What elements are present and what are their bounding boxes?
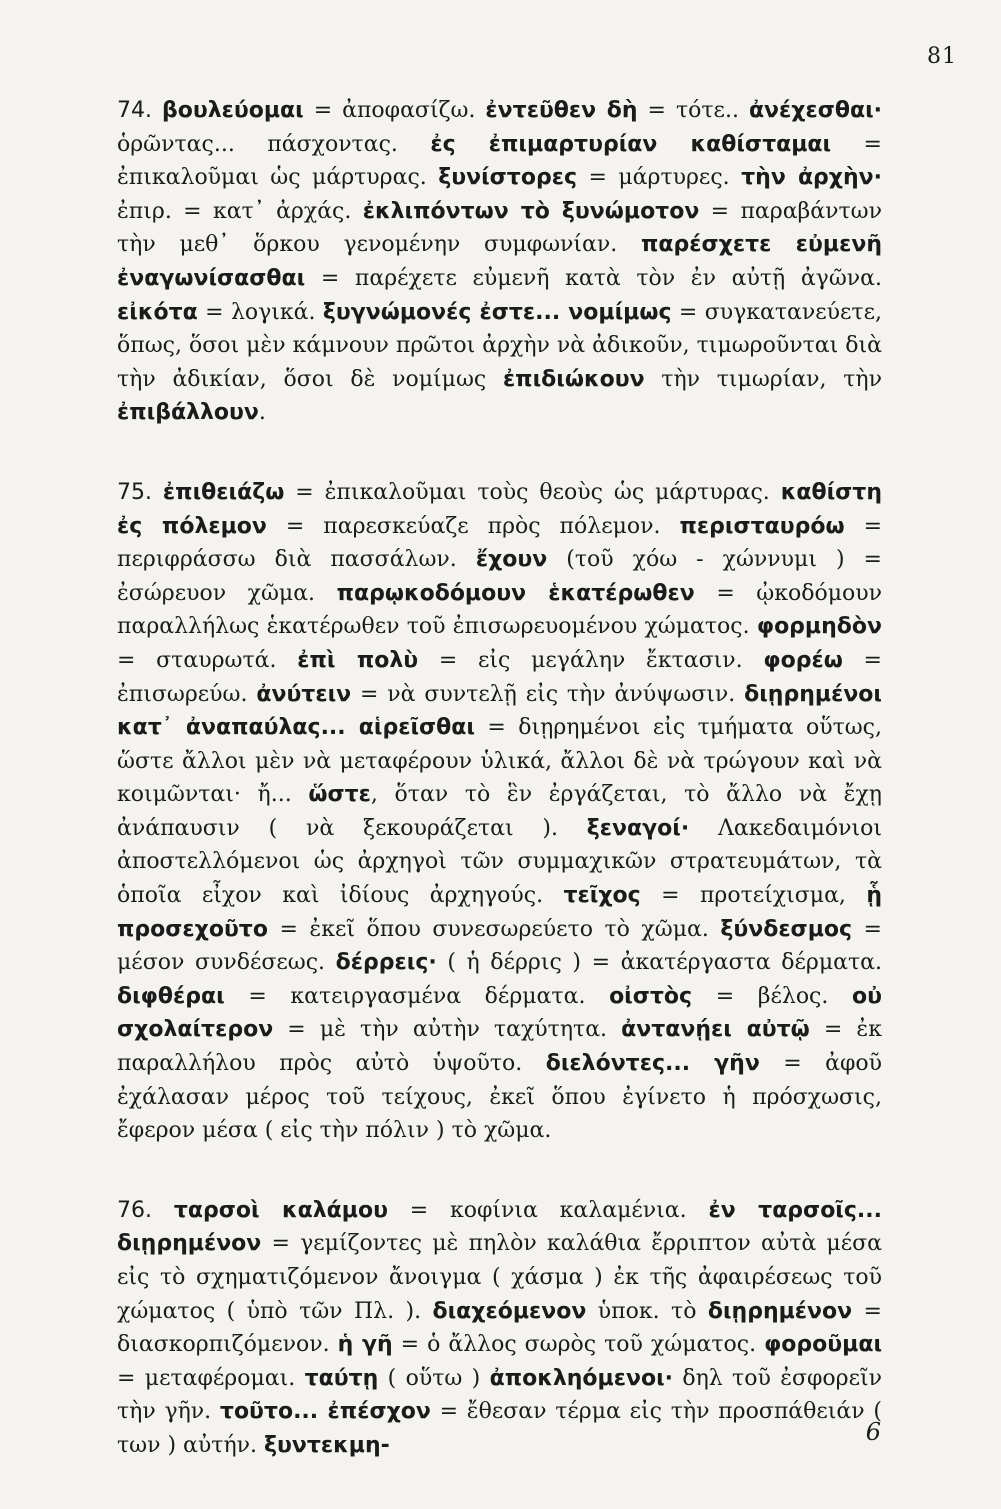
lemma-term: ξυντεκμη-	[264, 1432, 390, 1458]
gloss-text: = μεταφέρομαι.	[117, 1365, 305, 1391]
gloss-text: , ὅταν τὸ ἓν ἐργάζεται, τὸ ἄλλο νὰ ἔχῃ ἀνάπαυσιν ( νὰ ξεκουράζεται ).	[117, 782, 882, 841]
lemma-term: καθίστη ἐς πόλεμον	[117, 479, 882, 539]
gloss-text: = προτείχισμα,	[640, 883, 867, 909]
lemma-term: ταρσοὶ καλάμου	[173, 1197, 388, 1223]
gloss-text: = ᾠκοδόμουν παραλλήλως ἑκατέρωθεν τοῦ ἐπισωρευομένου χώματος.	[117, 580, 882, 640]
gloss-text: = τότε..	[637, 98, 749, 123]
gloss-text: = λογικά.	[197, 299, 323, 325]
gloss-text: = διασκορπιζόμενον.	[117, 1298, 882, 1358]
gloss-text: = μέσον συνδέσεως.	[117, 916, 882, 976]
lemma-term: ἐν ταρσοῖς... διῃρημένον	[117, 1197, 882, 1257]
lemma-term: παρῳκοδόμουν ἑκατέρωθεν	[336, 580, 695, 606]
gloss-text: = συγκατανεύετε, ὅπως, ὅσοι μὲν κάμνουν πρῶτοι ἀρχὴν νὰ ἀδικοῦν, τιμωροῦνται διὰ τὴν ἀδικίαν, ὅσοι δὲ νομίμως	[117, 299, 882, 392]
lemma-term: διῃρημένον	[707, 1298, 853, 1324]
gloss-text: ὁρῶντας... πάσχοντας.	[117, 131, 431, 157]
gloss-text: = περιφράσσω διὰ πασσάλων.	[117, 513, 882, 573]
lemma-term: διφθέραι	[117, 983, 225, 1009]
gloss-text: ὑποκ. τὸ	[586, 1298, 708, 1324]
lemma-term: οὐ σχολαίτερον	[117, 983, 882, 1043]
gloss-text: τὴν τιμωρίαν, τὴν	[644, 366, 882, 392]
gloss-text: = σταυρωτά.	[117, 647, 298, 673]
gloss-text: = μάρτυρες.	[577, 165, 742, 191]
gloss-text: = ἐπικαλοῦμαι ὡς μάρτυρας.	[117, 131, 882, 191]
lemma-term: ἐντεῦθεν δὴ	[485, 98, 638, 123]
lemma-term: ξεναγοί·	[586, 815, 690, 841]
paragraph-number: 76.	[117, 1197, 152, 1223]
lemma-term: ἐκλιπόντων τὸ ξυνώμοτον	[362, 198, 700, 224]
gloss-text: = μὲ τὴν αὐτὴν ταχύτητα.	[273, 1017, 622, 1043]
lemma-term: δέρρεις·	[335, 950, 437, 976]
lemma-term: ὥστε	[308, 782, 371, 808]
lemma-term: βουλεύομαι	[161, 98, 304, 123]
lemma-term: φορέω	[763, 647, 843, 673]
gloss-text: = ἀφοῦ ἐχάλασαν μέρος τοῦ τείχους, ἐκεῖ ὅπου ἐγίνετο ἡ πρόσχωσις, ἔφερον μέσα ( εἰς τὴν πόλιν ) τὸ χῶμα.	[117, 1051, 882, 1144]
gloss-text: = κοφίνια καλαμένια.	[387, 1197, 709, 1223]
gloss-text: ( ἡ δέρρις ) = ἀκατέργαστα δέρματα.	[436, 950, 882, 976]
lemma-term: ἐς ἐπιμαρτυρίαν καθίσταμαι	[430, 131, 832, 157]
gloss-text: = ἔθεσαν τέρμα εἰς τὴν προσπάθειάν ( των ) αὐτήν.	[117, 1399, 882, 1458]
gloss-text: ( οὕτω )	[378, 1365, 490, 1391]
page-body	[117, 94, 882, 1509]
lemma-term: ξυνίστορες	[438, 165, 577, 191]
lemma-term: εἰκότα	[117, 299, 198, 325]
lemma-term: τοῦτο... ἐπέσχον	[219, 1399, 431, 1425]
gloss-text: ἐπιρ. = κατ᾽ ἀρχάς.	[117, 198, 363, 224]
gloss-text: δηλ τοῦ ἐσφορεῖν τὴν γῆν.	[117, 1365, 882, 1425]
lemma-term: ἔχουν	[475, 547, 548, 573]
lemma-term: ἀντανῄει αὐτῷ	[621, 1017, 810, 1043]
signature-mark: 6	[865, 1418, 881, 1446]
lemma-term: ἡ γῆ	[337, 1332, 393, 1358]
lemma-term: τὴν ἀρχὴν·	[741, 165, 883, 191]
lemma-term: διῃρημένοι κατ᾽ ἀναπαύλας... αἱρεῖσθαι	[117, 681, 882, 741]
gloss-text: .	[258, 400, 266, 426]
paragraph-76	[117, 1194, 882, 1463]
gloss-text: = παραβάντων τὴν μεθ᾽ ὅρκου γενομένην συμφωνίαν.	[117, 198, 882, 258]
gloss-text: (τοῦ χόω - χώννυμι ) = ἐσώρευον χῶμα.	[117, 547, 882, 606]
gloss-text: = διῃρημένοι εἰς τμήματα οὕτως, ὥστε ἄλλοι μὲν νὰ μεταφέρουν ὑλικά, ἄλλοι δὲ νὰ τρώγουν καὶ νὰ κοιμῶνται· ἤ...	[117, 715, 882, 808]
lemma-term: ἐπιθειάζω	[162, 479, 285, 505]
lemma-term: ἐπὶ πολὺ	[297, 647, 419, 673]
lemma-term: ἀνύτειν	[256, 681, 352, 707]
gloss-text: = ἐκεῖ ὅπου συνεσωρεύετο τὸ χῶμα.	[267, 916, 721, 942]
lemma-term: ἀνέχεσθαι·	[748, 98, 883, 123]
gloss-text: = ἐπισωρεύω.	[117, 647, 882, 707]
lemma-term: παρέσχετε εὐμενῆ ἐναγωνίσασθαι	[117, 232, 882, 291]
lemma-term: τεῖχος	[563, 883, 641, 909]
gloss-text: = ἐπικαλοῦμαι τοὺς θεοὺς ὡς μάρτυρας.	[284, 479, 781, 505]
paragraph-75	[117, 476, 882, 1148]
gloss-text: = παρεσκεύαζε πρὸς πόλεμον.	[266, 513, 680, 539]
page-number: 81	[927, 44, 957, 69]
lemma-term: οἰστὸς	[609, 983, 693, 1009]
lemma-term: ἐπιβάλλουν	[117, 400, 259, 426]
paragraph-number: 74.	[117, 98, 152, 123]
lemma-term: ξύνδεσμος	[720, 916, 853, 942]
lemma-term: ᾗ προσεχοῦτο	[117, 883, 882, 942]
gloss-text: = ὁ ἄλλος σωρὸς τοῦ χώματος.	[392, 1332, 765, 1358]
lemma-term: φορμηδὸν	[756, 614, 882, 640]
gloss-text: = βέλος.	[692, 983, 852, 1009]
lemma-term: ξυγνώμονές ἐστε... νομίμως	[322, 299, 672, 325]
lemma-term: περισταυρόω	[679, 513, 845, 539]
lemma-term: ἐπιδιώκουν	[502, 366, 645, 392]
gloss-text: = νὰ συντελῇ εἰς τὴν ἀνύψωσιν.	[351, 681, 745, 707]
gloss-text: = γεμίζοντες μὲ πηλὸν καλάθια ἔρριπτον αὐτὰ μέσα εἰς τὸ σχηματιζόμενον ἄνοιγμα ( χάσμα ) ἐκ τῆς ἀφαιρέσεως τοῦ χώματος ( ὑπὸ τῶν Πλ. ).	[117, 1231, 882, 1324]
gloss-text: = εἰς μεγάλην ἔκτασιν.	[418, 647, 764, 673]
lemma-term: φοροῦμαι	[764, 1332, 883, 1358]
gloss-text: = κατειργασμένα δέρματα.	[224, 983, 610, 1009]
paragraph-74	[117, 94, 882, 430]
lemma-term: ταύτῃ	[304, 1365, 379, 1391]
paragraph-number: 75.	[117, 479, 152, 505]
lemma-term: διελόντες... γῆν	[545, 1051, 760, 1077]
gloss-text: = ἐκ παραλλήλου πρὸς αὐτὸ ὑψοῦτο.	[117, 1017, 882, 1077]
lemma-term: ἀποκληόμενοι·	[489, 1365, 674, 1391]
lemma-term: διαχεόμενον	[432, 1298, 587, 1324]
gloss-text: = παρέχετε εὐμενῆ κατὰ τὸν ἐν αὐτῇ ἀγῶνα.	[305, 265, 882, 291]
gloss-text: = ἀποφασίζω.	[303, 98, 486, 123]
gloss-text: Λακεδαιμόνιοι ἀποστελλόμενοι ὡς ἀρχηγοὶ τῶν συμμαχικῶν στρατευμάτων, τὰ ὁποῖα εἶχον καὶ ἰδίους ἀρχηγούς.	[117, 815, 882, 909]
